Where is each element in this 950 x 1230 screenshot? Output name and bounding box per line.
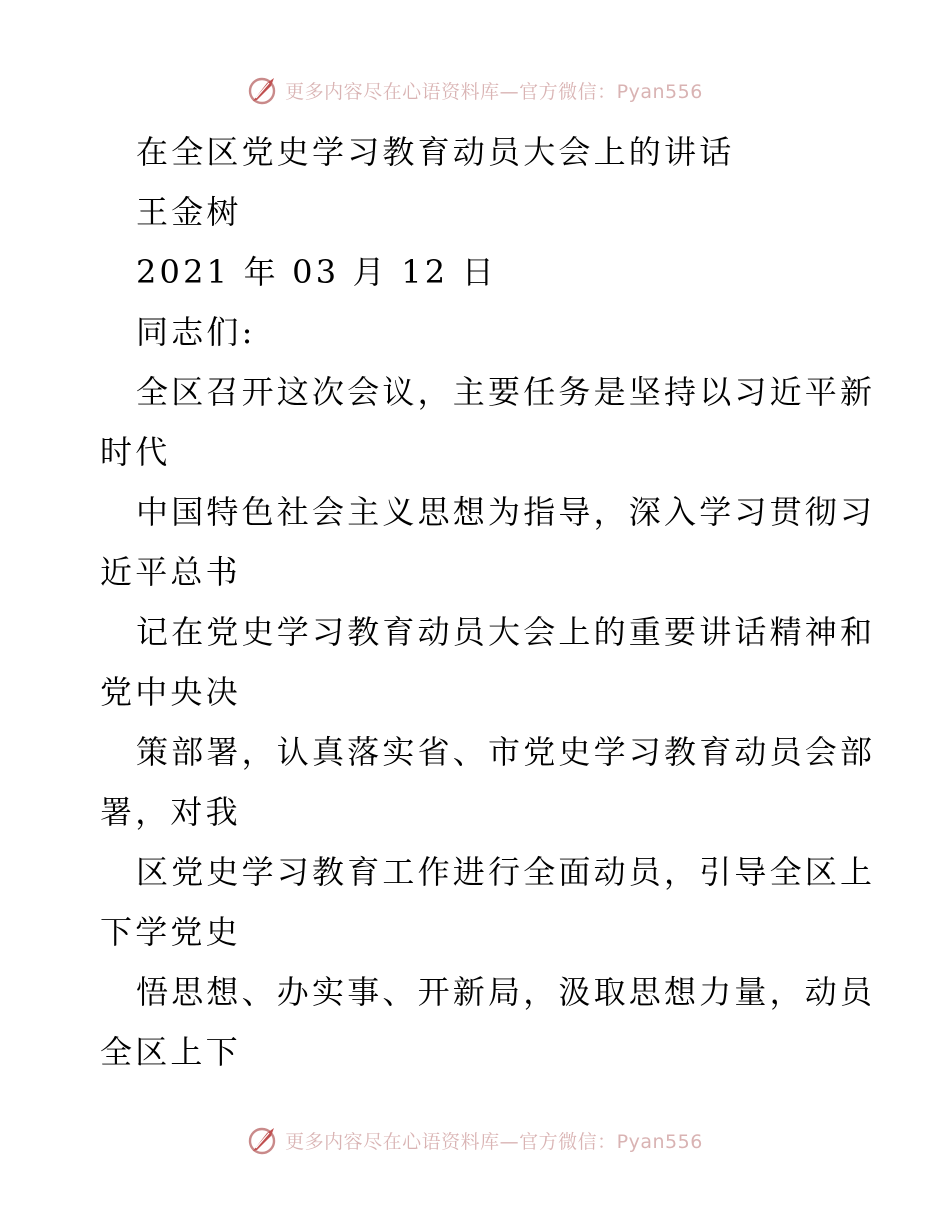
paragraph-line: 全区召开这次会议，主要任务是坚持以习近平新 (136, 373, 876, 411)
header-watermark (0, 70, 950, 110)
paragraph-line: 中国特色社会主义思想为指导，深入学习贯彻习 (136, 493, 876, 531)
watermark-text: 更多内容尽在心语资料库—官方微信：Pyan556 (285, 1130, 703, 1153)
footer-watermark (0, 1120, 950, 1160)
paragraph-line: 策部署，认真落实省、市党史学习教育动员会部 (136, 733, 876, 771)
paragraph-line: 区党史学习教育工作进行全面动员，引导全区上 (136, 853, 876, 891)
document-date: 2021 年 03 月 12 日 (136, 253, 497, 291)
document-body (100, 122, 876, 1082)
paragraph-line: 时代 (100, 433, 171, 471)
paragraph-line: 下学党史 (100, 913, 241, 951)
quill-pen-circle-icon (247, 74, 279, 106)
document-greeting: 同志们: (136, 313, 256, 351)
paragraph-line: 记在党史学习教育动员大会上的重要讲话精神和 (136, 613, 876, 651)
quill-pen-circle-icon (247, 1124, 279, 1156)
document-title: 在全区党史学习教育动员大会上的讲话 (136, 133, 735, 171)
paragraph-line: 悟思想、办实事、开新局，汲取思想力量，动员 (136, 973, 876, 1011)
paragraph-line: 署，对我 (100, 793, 241, 831)
paragraph-line: 近平总书 (100, 553, 241, 591)
paragraph-line: 党中央决 (100, 673, 241, 711)
paragraph-line: 全区上下 (100, 1033, 241, 1071)
document-author: 王金树 (136, 193, 242, 231)
watermark-text: 更多内容尽在心语资料库—官方微信：Pyan556 (285, 80, 703, 103)
